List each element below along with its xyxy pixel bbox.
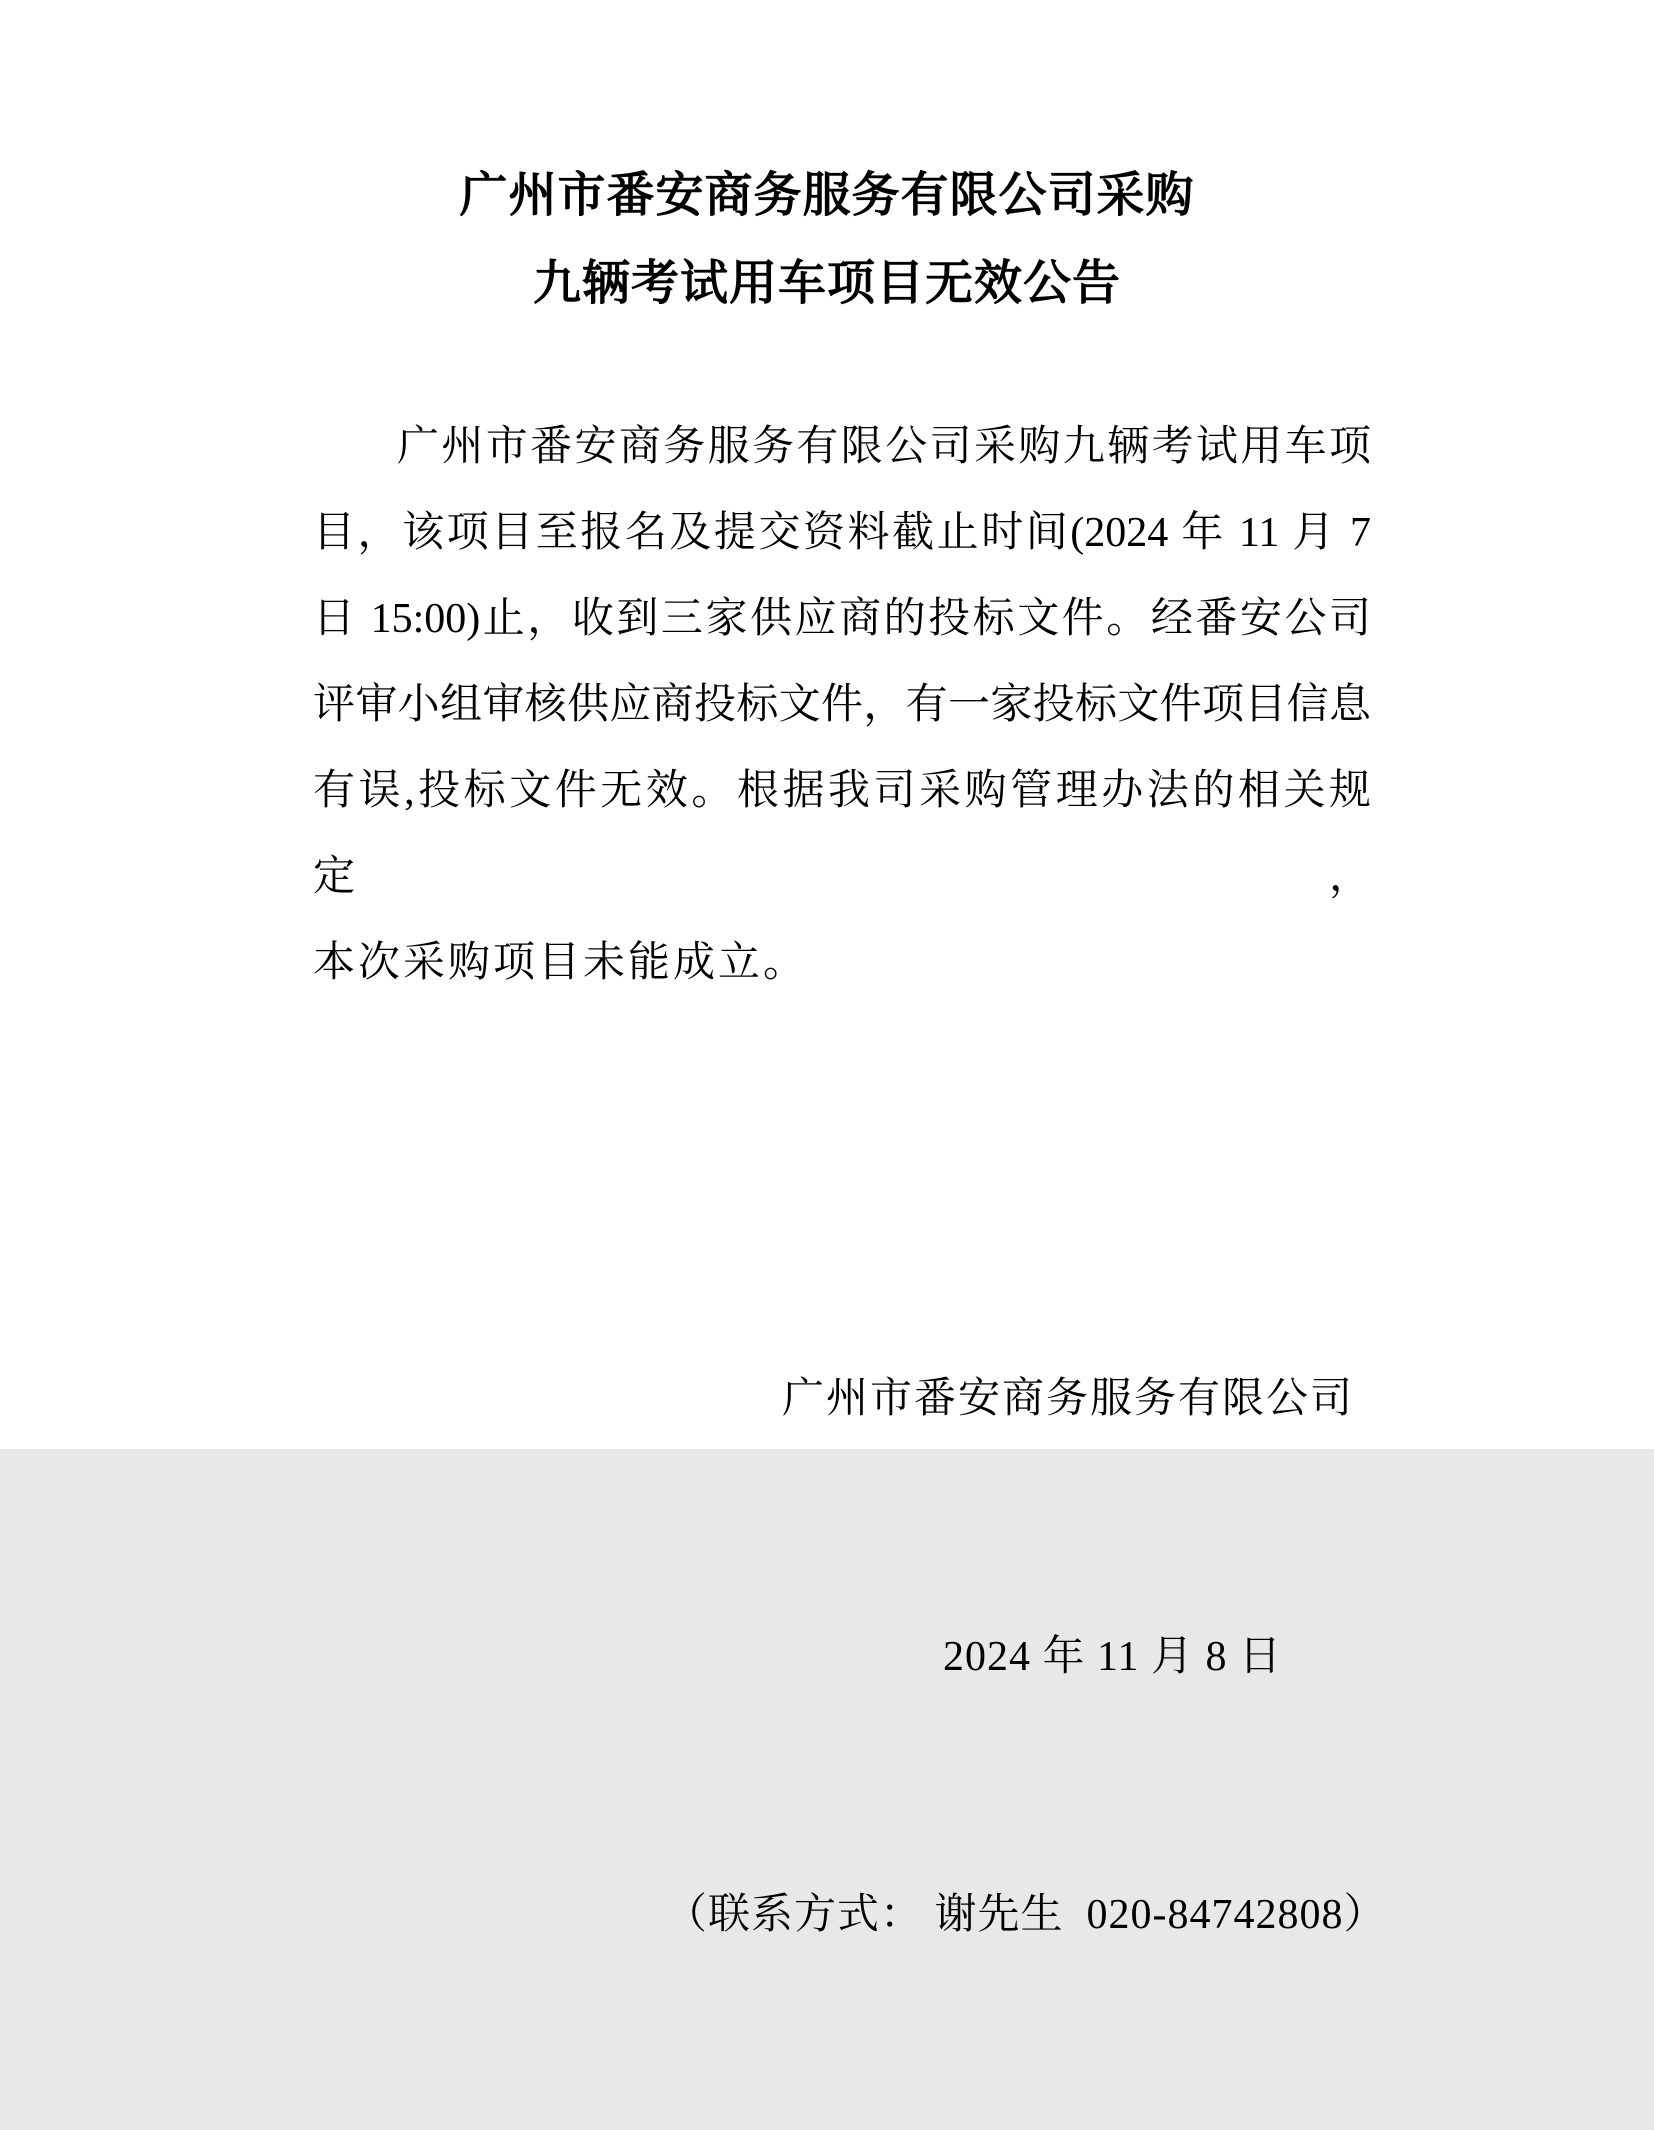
document-title-line1: 广州市番安商务服务有限公司采购 [459,169,1195,222]
contact-info: （联系方式： 谢先生 020-84742808） [665,1892,1387,1938]
signature-date: 2024 年 11 月 8 日 [943,1634,1282,1680]
body-line: 本次采购项目未能成立。 [313,940,809,986]
body-line: 日 15:00)止，收到三家供应商的投标文件。经番安公司 [313,596,1371,642]
body-line: 广州市番安商务服务有限公司采购九辆考试用车项 [397,424,1371,470]
document-footer [0,1184,1654,2130]
document-title-line2: 九辆考试用车项目无效公告 [532,257,1121,310]
body-line: 目，该项目至报名及提交资料截止时间(2024 年 11 月 7 [313,510,1371,556]
signature-company-name: 广州市番安商务服务有限公司 [782,1376,1355,1422]
document-body-paragraph [313,404,1371,1006]
body-line: 评审小组审核供应商投标文件，有一家投标文件项目信息 [313,682,1371,728]
body-line: 有误,投标文件无效。根据我司采购管理办法的相关规定， [313,768,1371,900]
document-title [0,0,1654,328]
